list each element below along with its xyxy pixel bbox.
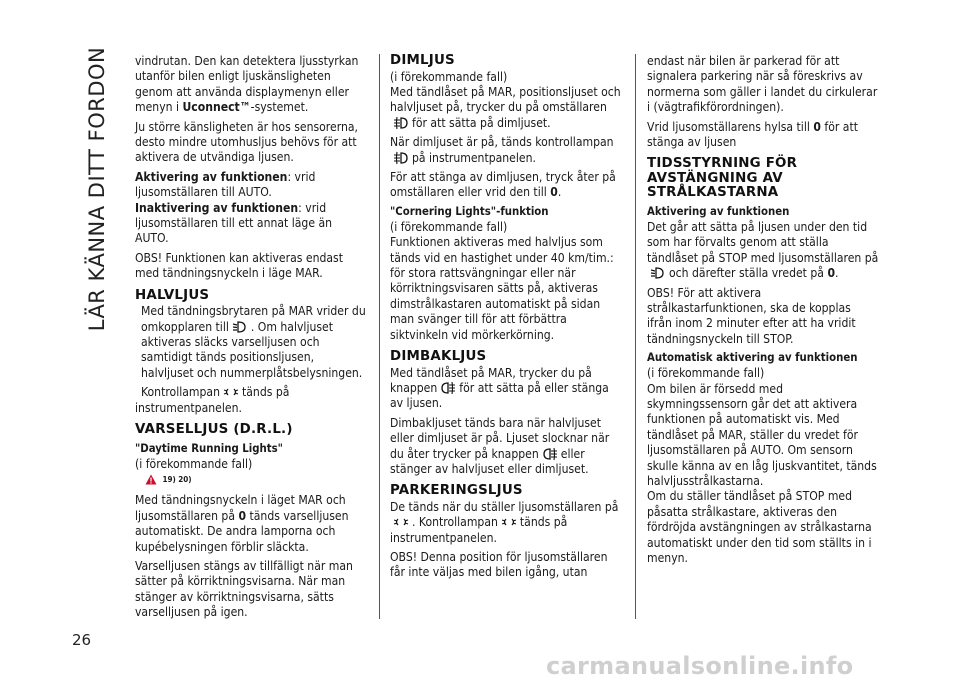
paragraph: Varselljusen stängs av tillfälligt när man sätter på körriktningsvisarna. När man stänger av körriktningsvisarna, sätts varselljusen på igen. <box>135 558 353 620</box>
note-references: 19) 20) <box>162 474 192 484</box>
paragraph: Med tändningsbrytaren på MAR vrider du omkopplaren till . Om halvljuset aktiveras släcks varselljusen och samtidigt tänds positionsljusen, halvljuset och nummerplåtsbelysningen. <box>141 304 366 380</box>
chapter-title: LÄR KÄNNA DITT FORDON <box>85 46 109 332</box>
paragraph: De tänds när du ställer ljusomställaren på . Kontrollampan tänds på instrumentpanelen. <box>390 499 619 545</box>
optional-note: (i förekommande fall) <box>135 456 253 471</box>
paragraph: OBS! Funktionen kan aktiveras endast med tändningsnyckeln i läge MAR. <box>135 250 343 281</box>
optional-note: (i förekommande fall) <box>390 219 508 234</box>
optional-note: (i förekommande fall) <box>647 366 765 381</box>
paragraph: vindrutan. Den kan detektera ljusstyrkan utanför bilen enligt ljuskänsligheten genom att använda displaymenyn eller menyn i Uconnect™-systemet. <box>135 54 359 115</box>
column-2 <box>390 54 622 585</box>
column-divider <box>379 54 380 619</box>
low-beam-icon <box>650 266 666 280</box>
rear-fog-light-icon <box>542 447 558 461</box>
paragraph: Med tändlåset på MAR, trycker du på knappen för att sätta på eller stänga av ljusen. <box>390 365 609 411</box>
section-heading-parkeringsljus: PARKERINGSLJUS <box>390 483 523 499</box>
front-fog-light-icon <box>393 116 409 130</box>
optional-note: (i förekommande fall) <box>390 69 508 84</box>
paragraph: OBS! Denna position för ljusomställaren får inte väljas med bilen igång, utan <box>390 550 608 580</box>
column-3 <box>647 54 879 570</box>
subheading: "Cornering Lights"-funktion <box>390 204 549 218</box>
paragraph: Ju större känsligheten är hos sensorerna, desto mindre utomhusljus behövs för att aktivera de utvändiga ljusen. <box>135 119 358 165</box>
section-heading-dimljus: DIMLJUS <box>390 53 455 68</box>
section-heading-halvljus: HALVLJUS <box>135 287 210 303</box>
subheading: "Daytime Running Lights" <box>135 441 283 455</box>
paragraph: Det går att sätta på ljusen under den tid som har förvalts genom att ställa tändlåset på STOP med ljusomställaren på och därefter ställa vredet på 0. <box>647 219 879 281</box>
subheading: Aktivering av funktionen <box>647 204 790 218</box>
paragraph: Inaktivering av funktionen: vrid ljusomställaren till ett annat läge än AUTO. <box>135 200 333 246</box>
parking-light-icon <box>393 515 409 529</box>
sidelights-icon <box>223 385 239 399</box>
paragraph: Vrid ljusomställarens hylsa till 0 för att stänga av ljusen <box>647 119 858 150</box>
rear-fog-light-icon <box>440 381 456 395</box>
paragraph: Om du ställer tändlåset på STOP med påsatta strålkastare, aktiveras den fördröjda avstängningen av strålkastarna automatiskt under den tid som ställts in i menyn. <box>647 489 872 566</box>
front-fog-light-icon <box>393 151 409 165</box>
paragraph: När dimljuset är på, tänds kontrollampan <box>390 135 614 150</box>
warning-icon <box>145 474 157 489</box>
paragraph: Dimbakljuset tänds bara när halvljuset eller dimljuset är på. Ljuset slocknar när du åter trycker på knappen eller stänger av halvljuset eller dimljuset. <box>390 415 610 476</box>
paragraph: Med tändlåset på MAR, positionsljuset och halvljuset på, trycker du på omställaren för att sätta på dimljuset. <box>390 84 621 130</box>
paragraph: Funktionen aktiveras med halvljus som tänds vid en hastighet under 40 km/tim.: för stora rattsvängningar eller när körriktningsvisaren sätts på, aktiveras dimstrålkastaren automatiskt på sidan man svänger till för att förbättra siktvinkeln vid mörkerkörning. <box>390 235 614 342</box>
low-beam-icon <box>232 320 248 334</box>
warning-row <box>135 472 367 493</box>
parking-light-icon <box>501 515 517 529</box>
paragraph: OBS! För att aktivera strålkastarfunktionen, ska de kopplas ifrån inom 2 minuter efter att ha vridit tändningsnyckeln till STOP. <box>647 285 856 346</box>
subheading: Automatisk aktivering av funktionen <box>647 351 858 365</box>
paragraph: Med tändningsnyckeln i läget MAR och ljusomställaren på 0 tänds varselljusen automatiskt. De andra lamporna och kupébelysningen förblir släckta. <box>135 493 349 554</box>
section-heading-varselljus: VARSELLJUS (D.R.L.) <box>135 422 293 438</box>
page-number: 26 <box>72 631 92 649</box>
column-divider <box>635 54 636 619</box>
paragraph: För att stänga av dimljusen, tryck åter på omställaren eller vrid den till 0. <box>390 169 616 200</box>
paragraph: på instrumentpanelen. <box>390 151 622 166</box>
watermark: carmanualsonline.info <box>546 652 854 680</box>
paragraph: endast när bilen är parkerad för att signalera parkering när så föreskrivs av normerna som gäller i landet du cirkulerar i (vägtrafikförordningen). <box>647 54 878 115</box>
column-1 <box>135 54 367 625</box>
paragraph: Aktivering av funktionen: vrid ljusomställaren till AUTO. <box>135 169 316 200</box>
paragraph: Om bilen är försedd med skymningssensorn går det att aktivera funktionen på automatiskt vis. Med tändlåset på MAR, ställer du vredet för ljusomställaren på AUTO. Om sensorn skulle känna av en låg ljuskvantitet, tänds halvljusstrålkastarna. <box>647 381 877 489</box>
section-heading-dimbakljus: DIMBAKLJUS <box>390 349 487 364</box>
paragraph: Kontrollampan tänds på instrumentpanelen. <box>135 385 290 415</box>
section-heading-tidsstyrning: TIDSSTYRNING FÖR AVSTÄNGNING AV STRÅLKASTARNA <box>647 156 798 201</box>
